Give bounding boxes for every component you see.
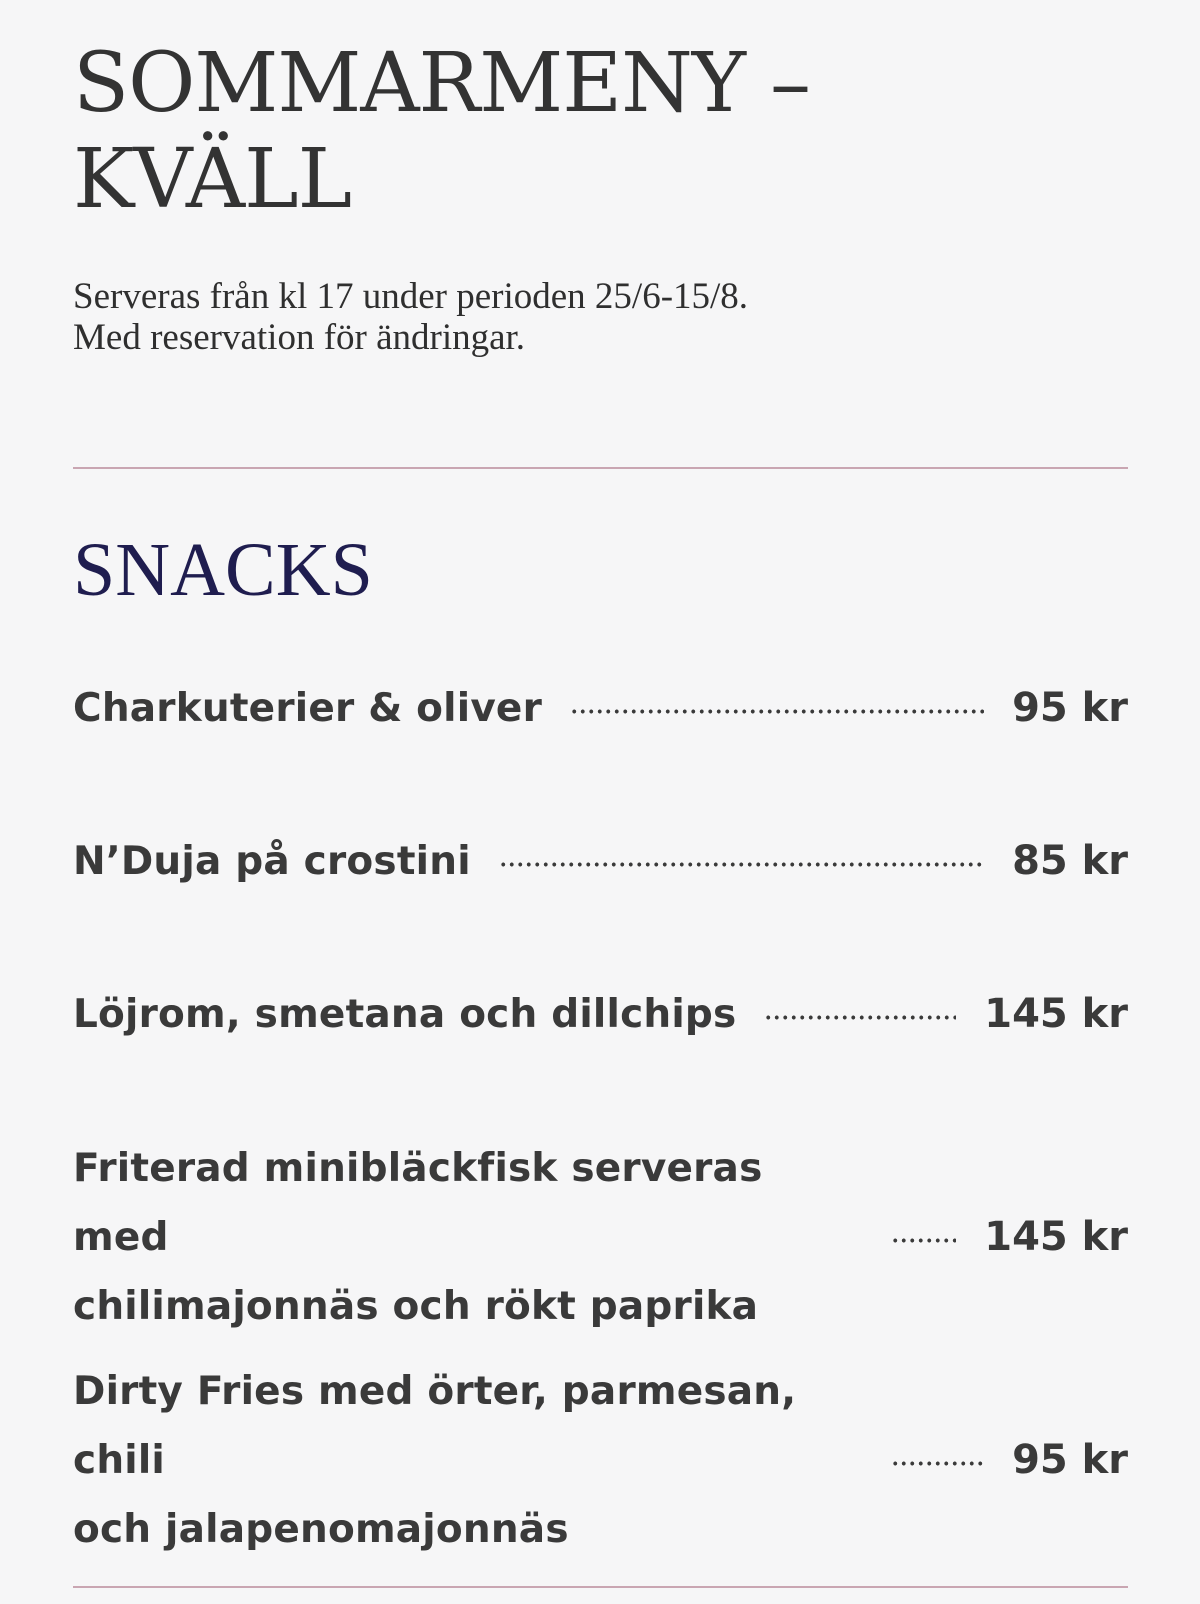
menu-item-price: 95 kr	[1012, 1437, 1128, 1483]
menu-item	[73, 980, 1128, 1049]
menu-item-name-line-1: N’Duja på crostini	[73, 839, 471, 884]
menu-item-name-line-1: Dirty Fries med örter, parmesan, chili	[73, 1369, 797, 1483]
menu-item-price: 85 kr	[1012, 838, 1128, 884]
dotted-leader	[891, 1461, 984, 1466]
menu-item	[73, 674, 1128, 743]
menu-item-name-line-1: Friterad minibläckfisk serveras med	[73, 1146, 763, 1260]
menu-item-name-line-1: Löjrom, smetana och dillchips	[73, 992, 737, 1037]
menu-item-price: 95 kr	[1012, 685, 1128, 731]
menu-item-price: 145 kr	[984, 991, 1128, 1037]
menu-item-name	[73, 1357, 863, 1564]
menu-intro	[73, 276, 1073, 358]
menu-item-name	[73, 674, 542, 743]
menu-item-name-line-2: chilimajonnäs och rökt paprika	[73, 1284, 759, 1329]
menu-item	[73, 827, 1128, 896]
menu-intro-line-2: Med reservation för ändringar.	[73, 317, 526, 358]
menu-item-name-line-2: och jalapenomajonnäs	[73, 1507, 569, 1552]
menu-item-name	[73, 1134, 863, 1341]
menu-intro-line-1: Serveras från kl 17 under perioden 25/6-15/8.	[73, 276, 749, 317]
section-divider-top	[73, 467, 1128, 469]
menu-item	[73, 1134, 1128, 1341]
section-title-snacks: SNACKS	[73, 528, 373, 612]
menu-item-price: 145 kr	[984, 1214, 1128, 1260]
menu-item-name-line-1: Charkuterier & oliver	[73, 686, 543, 731]
menu-item-name	[73, 827, 471, 896]
dotted-leader	[499, 862, 984, 867]
section-divider-bottom	[73, 1586, 1128, 1588]
dotted-leader	[891, 1238, 956, 1243]
menu-item-name	[73, 980, 736, 1049]
page-title	[73, 36, 1073, 228]
page-title-line-1: SOMMARMENY –	[73, 36, 811, 131]
dotted-leader	[570, 709, 984, 714]
page-title-line-2: KVÄLL	[73, 132, 352, 227]
dotted-leader	[764, 1015, 956, 1020]
menu-item	[73, 1357, 1128, 1564]
